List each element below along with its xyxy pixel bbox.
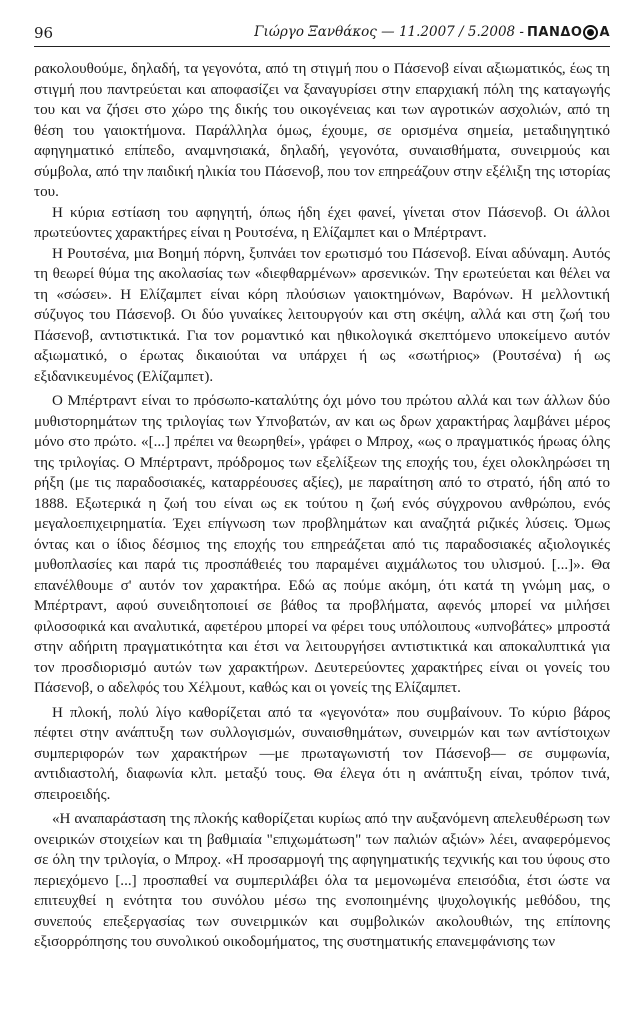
brand-text-right: Α	[599, 24, 610, 40]
running-title: Γιώργο Ξανθάκος — 11.2007 / 5.2008 -	[254, 24, 524, 40]
brand-circle-icon	[583, 25, 598, 40]
publisher-logo	[527, 25, 610, 40]
brand-text-left: ΠΑΝΔΟ	[527, 24, 583, 40]
page-number: 96	[34, 24, 54, 42]
paragraph: «Η αναπαράσταση της πλοκής καθορίζεται κυρίως από την αυξανόμενη απελευθέρωση των ονειρικών στοιχείων και τη βαθμιαία "επιχωμάτωση" των παλιών αξιών» λέει, αναφερόμενος σε όλη την τριλογία, ο Μπροχ. «Η προσαρμογή της αφηγηματικής τεχνικής και του ύφους στο περιεχόμενο [...] προσπαθεί να συμπεριλάβει όλα τα μεμονωμένα επεισόδια, έτσι ώστε να επιτευχθεί η ενότητα του συνόλου μέσω της ενοποιημένης ψυχολογικής μεθόδου, της συνεπούς επεξεργασίας των συνειρμικών και συμβολικών ακολουθιών, της επίπονης εξισορρόπησης του συνολικού οικοδομήματος, της συστηματικής επανεμφάνισης των	[34, 811, 610, 950]
running-title-group	[254, 24, 610, 40]
paragraph: Η Ρουτσένα, μια Βοημή πόρνη, ξυπνάει τον ερωτισμό του Πάσενοβ. Είναι αδύναμη. Αυτός τη θεωρεί θύμα της ακολασίας των «διεφθαρμένων» αρσενικών. Την ερωτεύεται και θέλει να τη «σώσει». Η Ελίζαμπετ είναι κόρη πλούσιων γαιοκτημόνων, Βαρόνων. Η μελλοντική σύζυγος του Πάσενοβ. Οι δύο γυναίκες λειτουργούν και στη σκέψη, αλλά και στη ζωή του Πάσενοβ, αντιστικτικά. Για τον ρομαντικό και ηθικολογικά σκεπτόμενο υποκείμενο αυτόν αξιωματικό, ο έρωτας δικαιούται να υπάρχει ή ως «σωτήριος» (Ρουτσένα) ή ως εξιδανικευμένος (Ελίζαμπετ).	[34, 245, 610, 385]
paragraph: Η πλοκή, πολύ λίγο καθορίζεται από τα «γεγονότα» που συμβαίνουν. Το κύριο βάρος πέφτει στην ανάπτυξη των συλλογισμών, συναισθημάτων, συνειρμών και των αντίστοιχων συμπεριφορών των χαρακτήρων —με πρωταγωνιστή τον Πάσενοβ— σε συμφωνία, αντιδιαστολή, διαφωνία κλπ. μεταξύ τους. Θα έλεγα ότι η ανάπτυξη είναι, τρόπον τινά, σπειροειδής.	[34, 704, 610, 803]
paragraph: Ο Μπέρτραντ είναι το πρόσωπο-καταλύτης όχι μόνο του πρώτου αλλά και των άλλων δύο μυθιστορημάτων της τριλογίας των Υπνοβατών, αν και ως δρων χαρακτήρας λαμβάνει μέρος μόνο στο πρώτο. «[...] πρέπει να θεωρηθεί», γράφει ο Μπροχ, «ως ο πραγματικός ήρωας όλης της τριλογίας. Ο Μπέρτραντ, πρόδρομος των εξελίξεων της εποχής του, έχει ολοκληρώσει τη ρήξη (με τις παραδοσιακές, καταρρέουσες αξίες), με παραίτηση από το στρατό, ήδη από το 1888. Εξωτερικά η ζωή του είναι ως εκ τούτου η ζωή ενός σύγχρονου ανθρώπου, ενός μεγαλοεπιχειρηματία. Έχει επίγνωση των προβλημάτων και αναζητά ριζικές λύσεις. Όμως όντας και ο ίδιος δέσμιος της εποχής του επηρεάζεται από τις παραδοσιακές αξιολογικές μυθοπλασίες και παρά τις προσπάθειές του παραμένει αιχμάλωτος του υλισμού. [...]». Θα επανέλθουμε σ' αυτόν τον χαρακτήρα. Εδώ ας πούμε ακόμη, ότι κατά τη γνώμη μας, ο Μπέρτραντ, αφού συνειδητοποιεί σε βάθος τα προβλήματα, αφενός μπορεί να μιλήσει φιλοσοφικά και αναλυτικά, αφετέρου μπορεί να φέρει τους υπόλοιπους «υπνοβάτες» μπροστά στην αδήριτη πραγματικότητα και έτσι να λειτουργήσει αντιστικτικά και αποκαλυπτικά για τον προσδιορισμό αυτών των χαρακτήρων. Δευτερεύοντες χαρακτήρες είναι οι γονείς του Πάσενοβ, ο αδελφός του Χέλμουτ, καθώς και οι γονείς της Ελίζαμπετ.	[34, 393, 610, 696]
page	[34, 22, 610, 953]
paragraph: ρακολουθούμε, δηλαδή, τα γεγονότα, από τη στιγμή που ο Πάσενοβ είναι αξιωματικός, έως τη στιγμή που παντρεύεται και αποφασίζει να ξαναγυρίσει στην επαρχιακή πόλη της καταγωγής του και να ζήσει στο χώρο της δικής του οικογένειας και των αγροτικών ασχολιών, από τη θέση του γαιοκτήμονα. Παράλληλα όμως, έχουμε, σε ορισμένα σημεία, μεταδιηγητικό αφηγηματικό επίπεδο, αναμνησιακά, δηλαδή, γεγονότα, συναισθήματα, συνειρμούς και σύμβολα, από την παιδική ηλικία του Πάσενοβ, που τον επηρεάζουν στην εξέλιξη της ιστορίας του.	[34, 61, 610, 200]
running-header	[34, 22, 610, 47]
body-text	[34, 59, 610, 953]
paragraph: Η κύρια εστίαση του αφηγητή, όπως ήδη έχει φανεί, γίνεται στον Πάσενοβ. Οι άλλοι πρωτεύοντες χαρακτήρες είναι η Ρουτσένα, η Ελίζαμπετ και ο Μπέρτραντ.	[34, 204, 610, 241]
